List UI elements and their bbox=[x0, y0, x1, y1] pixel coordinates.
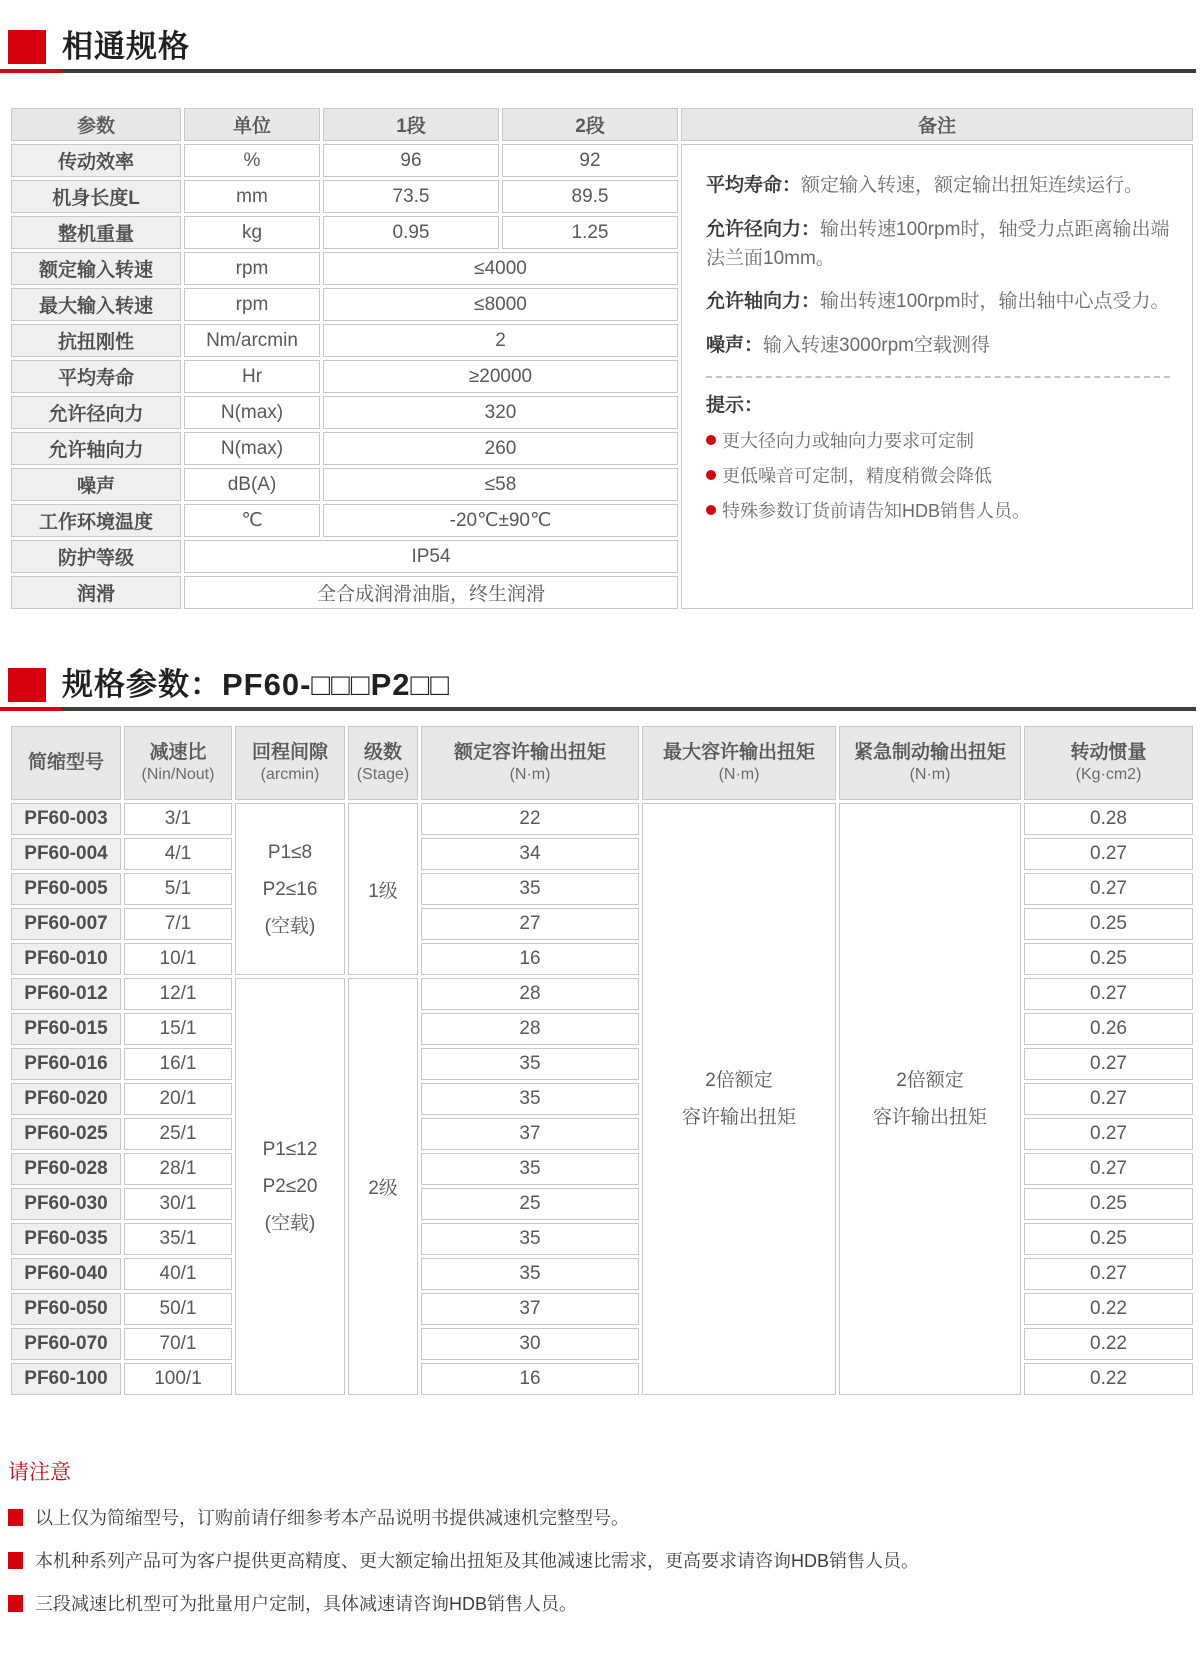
torque-cell: 34 bbox=[421, 838, 639, 870]
torque-cell: 37 bbox=[421, 1293, 639, 1325]
ratio-cell: 70/1 bbox=[124, 1328, 232, 1360]
ratio-cell: 10/1 bbox=[124, 943, 232, 975]
ratio-cell: 100/1 bbox=[124, 1363, 232, 1395]
ratio-cell: 25/1 bbox=[124, 1118, 232, 1150]
section1-header bbox=[8, 30, 1196, 73]
table-row bbox=[11, 803, 1193, 835]
remarks-panel bbox=[681, 144, 1193, 609]
unit-cell: kg bbox=[184, 216, 320, 249]
dashed-divider bbox=[706, 376, 1170, 378]
inertia-cell: 0.22 bbox=[1024, 1293, 1193, 1325]
torque-cell: 28 bbox=[421, 1013, 639, 1045]
value-cell: 1.25 bbox=[502, 216, 678, 249]
col-header-unit: 单位 bbox=[184, 108, 320, 141]
stage-group-cell: 1级 bbox=[348, 803, 418, 975]
inertia-cell: 0.27 bbox=[1024, 1258, 1193, 1290]
col-header-remarks: 备注 bbox=[681, 108, 1193, 141]
torque-cell: 25 bbox=[421, 1188, 639, 1220]
value-cell: ≤58 bbox=[323, 468, 678, 501]
value-cell: ≤4000 bbox=[323, 252, 678, 285]
table-row bbox=[11, 144, 1193, 177]
param-label: 抗扭刚性 bbox=[11, 324, 181, 357]
model-header-row bbox=[11, 726, 1193, 800]
section2-title bbox=[8, 668, 1196, 702]
inertia-cell: 0.25 bbox=[1024, 943, 1193, 975]
torque-cell: 37 bbox=[421, 1118, 639, 1150]
unit-cell: mm bbox=[184, 180, 320, 213]
section2-underline bbox=[8, 707, 1196, 711]
ratio-cell: 3/1 bbox=[124, 803, 232, 835]
unit-cell: % bbox=[184, 144, 320, 177]
param-label: 整机重量 bbox=[11, 216, 181, 249]
model-cell: PF60-070 bbox=[11, 1328, 121, 1360]
unit-cell: N(max) bbox=[184, 396, 320, 429]
remarks-content bbox=[706, 171, 1170, 523]
inertia-cell: 0.25 bbox=[1024, 1188, 1193, 1220]
remark-paragraph: 允许轴向力：输出转速100rpm时，输出轴中心点受力。 bbox=[706, 291, 1170, 313]
model-cell: PF60-050 bbox=[11, 1293, 121, 1325]
notice-item: 本机种系列产品可为客户提供更高精度、更大额定输出扭矩及其他减速比需求，更高要求请咨询HDB销售人员。 bbox=[8, 1547, 1196, 1573]
param-label: 防护等级 bbox=[11, 540, 181, 573]
model-cell: PF60-100 bbox=[11, 1363, 121, 1395]
model-cell: PF60-005 bbox=[11, 873, 121, 905]
inertia-cell: 0.22 bbox=[1024, 1363, 1193, 1395]
value-cell: 92 bbox=[502, 144, 678, 177]
param-label: 允许径向力 bbox=[11, 396, 181, 429]
value-cell: IP54 bbox=[184, 540, 678, 573]
inertia-cell: 0.22 bbox=[1024, 1328, 1193, 1360]
model-cell: PF60-012 bbox=[11, 978, 121, 1010]
note-square-icon bbox=[8, 1595, 23, 1612]
model-cell: PF60-030 bbox=[11, 1188, 121, 1220]
inertia-cell: 0.28 bbox=[1024, 803, 1193, 835]
value-cell: 73.5 bbox=[323, 180, 499, 213]
torque-cell: 27 bbox=[421, 908, 639, 940]
model-cell: PF60-020 bbox=[11, 1083, 121, 1115]
ratio-cell: 35/1 bbox=[124, 1223, 232, 1255]
notice-title: 请注意 bbox=[8, 1461, 71, 1485]
inertia-cell: 0.27 bbox=[1024, 873, 1193, 905]
torque-cell: 30 bbox=[421, 1328, 639, 1360]
ratio-cell: 40/1 bbox=[124, 1258, 232, 1290]
ratio-cell: 28/1 bbox=[124, 1153, 232, 1185]
torque-cell: 35 bbox=[421, 1153, 639, 1185]
section1-title-text: 相通规格 bbox=[62, 29, 190, 64]
torque-cell: 16 bbox=[421, 1363, 639, 1395]
col-header-param: 参数 bbox=[11, 108, 181, 141]
notice-item: 以上仅为简缩型号，订购前请仔细参考本产品说明书提供减速机完整型号。 bbox=[8, 1504, 1196, 1530]
model-cell: PF60-016 bbox=[11, 1048, 121, 1080]
unit-cell: N(max) bbox=[184, 432, 320, 465]
model-cell: PF60-028 bbox=[11, 1153, 121, 1185]
value-cell: 0.95 bbox=[323, 216, 499, 249]
model-cell: PF60-010 bbox=[11, 943, 121, 975]
torque-cell: 22 bbox=[421, 803, 639, 835]
remark-paragraph: 噪声：输入转速3000rpm空载测得 bbox=[706, 334, 991, 356]
section2-header bbox=[8, 668, 1196, 711]
stage-group-cell: 2级 bbox=[348, 978, 418, 1395]
tip-item: 更低噪音可定制，精度稍微会降低 bbox=[706, 462, 1170, 488]
inertia-cell: 0.27 bbox=[1024, 1048, 1193, 1080]
inertia-cell: 0.27 bbox=[1024, 978, 1193, 1010]
spec-header-row bbox=[11, 108, 1193, 141]
tips-title: 提示： bbox=[706, 395, 764, 417]
inertia-cell: 0.27 bbox=[1024, 1083, 1193, 1115]
notice-item: 三段减速比机型可为批量用户定制，具体减速请咨询HDB销售人员。 bbox=[8, 1590, 1196, 1616]
torque-cell: 35 bbox=[421, 1048, 639, 1080]
inertia-cell: 0.27 bbox=[1024, 1118, 1193, 1150]
model-cell: PF60-004 bbox=[11, 838, 121, 870]
ratio-cell: 15/1 bbox=[124, 1013, 232, 1045]
param-label: 平均寿命 bbox=[11, 360, 181, 393]
param-label: 噪声 bbox=[11, 468, 181, 501]
col-header-stage2: 2段 bbox=[502, 108, 678, 141]
note-square-icon bbox=[8, 1552, 23, 1569]
value-cell: 260 bbox=[323, 432, 678, 465]
model-cell: PF60-040 bbox=[11, 1258, 121, 1290]
model-cell: PF60-025 bbox=[11, 1118, 121, 1150]
model-cell: PF60-015 bbox=[11, 1013, 121, 1045]
notice-section bbox=[8, 1456, 1196, 1616]
col-header-max-torque: 最大容许输出扭矩 (N·m) bbox=[642, 726, 836, 800]
note-square-icon bbox=[8, 1509, 23, 1526]
col-header-model: 简缩型号 bbox=[11, 726, 121, 800]
backlash-group-cell: P1≤8 P2≤16 (空载) bbox=[235, 803, 345, 975]
value-cell: ≤8000 bbox=[323, 288, 678, 321]
unit-cell: rpm bbox=[184, 288, 320, 321]
brake-torque-span-cell: 2倍额定 容许输出扭矩 bbox=[839, 803, 1021, 1395]
model-spec-table bbox=[8, 723, 1196, 1398]
unit-cell: dB(A) bbox=[184, 468, 320, 501]
section1-title bbox=[8, 30, 1196, 64]
tip-item: 特殊参数订货前请告知HDB销售人员。 bbox=[706, 497, 1170, 523]
param-label: 工作环境温度 bbox=[11, 504, 181, 537]
param-label: 机身长度L bbox=[11, 180, 181, 213]
torque-cell: 35 bbox=[421, 1223, 639, 1255]
bullet-dot-icon bbox=[706, 435, 716, 445]
param-label: 润滑 bbox=[11, 576, 181, 609]
value-cell: 2 bbox=[323, 324, 678, 357]
backlash-group-cell: P1≤12 P2≤20 (空载) bbox=[235, 978, 345, 1395]
ratio-cell: 50/1 bbox=[124, 1293, 232, 1325]
col-header-rated-torque: 额定容许输出扭矩 (N·m) bbox=[421, 726, 639, 800]
value-cell: 96 bbox=[323, 144, 499, 177]
model-cell: PF60-003 bbox=[11, 803, 121, 835]
col-header-stage1: 1段 bbox=[323, 108, 499, 141]
ratio-cell: 30/1 bbox=[124, 1188, 232, 1220]
col-header-backlash: 回程间隙 (arcmin) bbox=[235, 726, 345, 800]
bullet-dot-icon bbox=[706, 470, 716, 480]
ratio-cell: 7/1 bbox=[124, 908, 232, 940]
value-cell: ≥20000 bbox=[323, 360, 678, 393]
torque-cell: 35 bbox=[421, 1258, 639, 1290]
inertia-cell: 0.27 bbox=[1024, 1153, 1193, 1185]
inertia-cell: 0.26 bbox=[1024, 1013, 1193, 1045]
torque-cell: 35 bbox=[421, 1083, 639, 1115]
inertia-cell: 0.25 bbox=[1024, 1223, 1193, 1255]
ratio-cell: 20/1 bbox=[124, 1083, 232, 1115]
section1-underline bbox=[8, 69, 1196, 73]
torque-cell: 28 bbox=[421, 978, 639, 1010]
ratio-cell: 16/1 bbox=[124, 1048, 232, 1080]
unit-cell: ℃ bbox=[184, 504, 320, 537]
param-label: 额定输入转速 bbox=[11, 252, 181, 285]
bullet-dot-icon bbox=[706, 505, 716, 515]
unit-cell: rpm bbox=[184, 252, 320, 285]
param-label: 最大输入转速 bbox=[11, 288, 181, 321]
col-header-ratio: 减速比 (Nin/Nout) bbox=[124, 726, 232, 800]
ratio-cell: 5/1 bbox=[124, 873, 232, 905]
common-spec-table bbox=[8, 105, 1196, 612]
inertia-cell: 0.27 bbox=[1024, 838, 1193, 870]
col-header-inertia: 转动惯量 (Kg·cm2) bbox=[1024, 726, 1193, 800]
tip-item: 更大径向力或轴向力要求可定制 bbox=[706, 427, 1170, 453]
value-cell: 全合成润滑油脂，终生润滑 bbox=[184, 576, 678, 609]
model-cell: PF60-007 bbox=[11, 908, 121, 940]
torque-cell: 35 bbox=[421, 873, 639, 905]
section2-title-text: 规格参数：PF60-□□□P2□□ bbox=[62, 667, 450, 703]
param-label: 传动效率 bbox=[11, 144, 181, 177]
remark-paragraph: 平均寿命：额定输入转速，额定输出扭矩连续运行。 bbox=[706, 175, 1144, 197]
ratio-cell: 12/1 bbox=[124, 978, 232, 1010]
torque-cell: 16 bbox=[421, 943, 639, 975]
col-header-brake-torque: 紧急制动输出扭矩 (N·m) bbox=[839, 726, 1021, 800]
value-cell: -20℃±90℃ bbox=[323, 504, 678, 537]
value-cell: 320 bbox=[323, 396, 678, 429]
col-header-stage: 级数 (Stage) bbox=[348, 726, 418, 800]
model-cell: PF60-035 bbox=[11, 1223, 121, 1255]
param-label: 允许轴向力 bbox=[11, 432, 181, 465]
section-marker-icon bbox=[8, 30, 46, 64]
max-torque-span-cell: 2倍额定 容许输出扭矩 bbox=[642, 803, 836, 1395]
section-marker-icon bbox=[8, 668, 46, 702]
unit-cell: Hr bbox=[184, 360, 320, 393]
remark-paragraph: 允许径向力：输出转速100rpm时，轴受力点距离输出端法兰面10mm。 bbox=[706, 218, 1170, 269]
unit-cell: Nm/arcmin bbox=[184, 324, 320, 357]
ratio-cell: 4/1 bbox=[124, 838, 232, 870]
value-cell: 89.5 bbox=[502, 180, 678, 213]
inertia-cell: 0.25 bbox=[1024, 908, 1193, 940]
